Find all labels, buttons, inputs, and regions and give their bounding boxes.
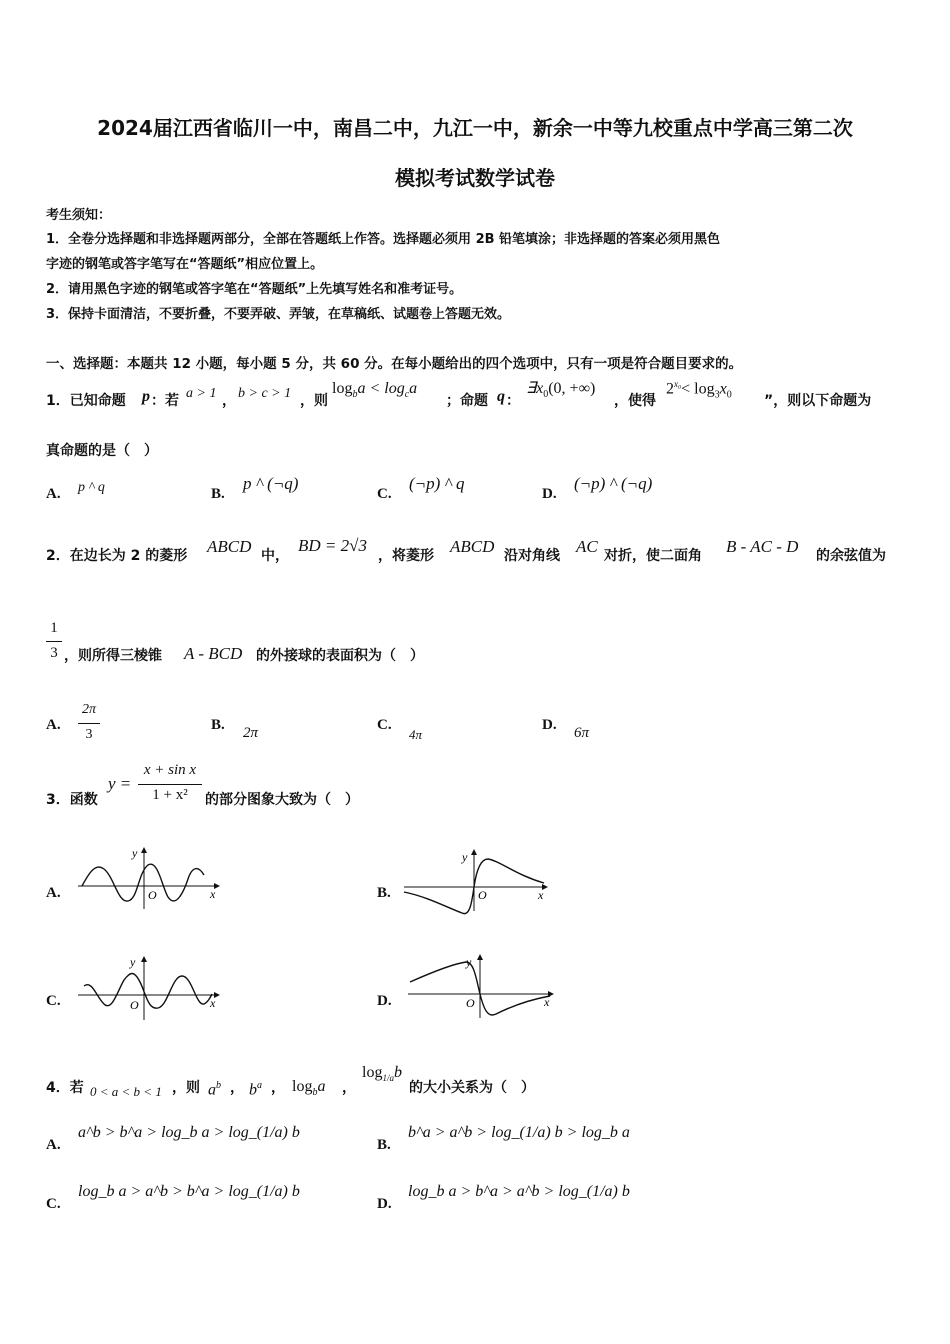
- q1-text-5: ；命题: [446, 393, 488, 409]
- page-title-line2: 模拟考试数学试卷: [395, 166, 555, 190]
- q3-graph-b[interactable]: [400, 845, 550, 917]
- q1-p: p: [142, 388, 150, 405]
- section-heading: 一、选择题：本题共 12 小题，每小题 5 分，共 60 分。在每小题给出的四个选项中，只有一项是符合题目要求的。: [46, 356, 743, 372]
- q2-frac-den: 3: [50, 645, 58, 661]
- q1-text-1: 1．已知命题: [46, 393, 126, 409]
- q3-option-a-label[interactable]: A.: [46, 885, 61, 901]
- q2-option-a-bar: [78, 723, 100, 724]
- notice-heading: 考生须知：: [46, 208, 112, 223]
- q4-text-2: ，则: [172, 1080, 200, 1096]
- q1-text-2: ：若: [151, 393, 179, 409]
- q3-graph-d[interactable]: [404, 950, 556, 1022]
- q1-option-d-value[interactable]: (¬p) ^ (¬q): [574, 474, 653, 493]
- q4-option-d-label[interactable]: D.: [377, 1196, 392, 1212]
- q2-abcd-1: ABCD: [207, 537, 252, 556]
- q2-option-a-num[interactable]: 2π: [81, 702, 96, 717]
- q1-text-7: ，使得: [614, 393, 656, 409]
- q3-num: x + sin x: [143, 762, 197, 778]
- q2-text-2: 中，: [261, 548, 289, 564]
- q2-abcd-2: ABCD: [450, 537, 495, 556]
- q1-text-4: ，则: [300, 393, 328, 409]
- q2-option-b-label[interactable]: B.: [211, 717, 225, 733]
- q3-den: 1 + x²: [152, 787, 188, 803]
- q4-option-c-label[interactable]: C.: [46, 1196, 61, 1212]
- q1-line2: 真命题的是（ ）: [46, 443, 158, 459]
- q2-option-c-value[interactable]: 4π: [409, 727, 423, 742]
- notice-item-2: 2．请用黑色字迹的钢笔或答字笔在“答题纸”上先填写姓名和准考证号。: [46, 282, 463, 297]
- q3-text-1: 3．函数: [46, 792, 98, 808]
- q3-graph-a-x-label: x: [210, 887, 216, 901]
- q1-text-8: ”，则以下命题为: [764, 393, 872, 409]
- notice-item-1b: 字迹的钢笔或答字笔写在“答题纸”相应位置上。: [46, 257, 324, 272]
- q2-text-4: 沿对角线: [504, 548, 560, 564]
- q3-graph-d-x-label: x: [544, 995, 550, 1009]
- q4-text-1: 4．若: [46, 1080, 84, 1096]
- q4-log-inv-a-b: $\log_{1/a}b$: [362, 1064, 402, 1084]
- q2-text-6: 的余弦值为: [816, 548, 886, 564]
- q4-option-a-value[interactable]: a^b > b^a > log_b a > log_(1/a) b: [78, 1124, 300, 1141]
- q3-y: y =: [108, 774, 132, 793]
- q2-frac-bar: [46, 641, 62, 642]
- q4-text-3: 的大小关系为（ ）: [409, 1080, 535, 1096]
- q3-graph-a[interactable]: [72, 843, 222, 915]
- q4-b-pow-a: $b^a$: [249, 1080, 262, 1099]
- q1-option-a-label[interactable]: A.: [46, 486, 61, 502]
- q2-option-d-value[interactable]: 6π: [574, 725, 590, 741]
- q3-option-d-label[interactable]: D.: [377, 993, 392, 1009]
- q4-log-b-a: $\log_ba$: [292, 1078, 326, 1099]
- q4-option-b-value[interactable]: b^a > a^b > log_(1/a) b > log_b a: [408, 1124, 630, 1141]
- q1-option-c-value[interactable]: (¬p) ^ q: [409, 474, 465, 493]
- q3-graph-c-y-label: y: [130, 955, 136, 969]
- q2-option-a-den[interactable]: 3: [85, 727, 93, 742]
- q3-graph-c-x-label: x: [210, 996, 216, 1010]
- q2-tetra: A - BCD: [184, 644, 243, 663]
- q3-option-c-label[interactable]: C.: [46, 993, 61, 1009]
- q4-option-a-label[interactable]: A.: [46, 1137, 61, 1153]
- q1-option-b-value[interactable]: p ^ (¬q): [243, 474, 299, 493]
- q3-graph-b-y-label: y: [462, 850, 468, 864]
- q1-text-3: ，: [222, 393, 236, 409]
- q3-graph-d-y-label: y: [466, 955, 472, 969]
- q4-condition: 0 < a < b < 1: [90, 1084, 162, 1099]
- q4-option-b-label[interactable]: B.: [377, 1137, 391, 1153]
- q3-graph-b-x-label: x: [538, 888, 544, 902]
- q1-exists-expr: $\exists x_0(0$, +∞): [526, 380, 596, 401]
- q2-text-1: 2．在边长为 2 的菱形: [46, 548, 188, 564]
- q2-option-a-label[interactable]: A.: [46, 717, 61, 733]
- notice-item-1a: 1．全卷分选择题和非选择题两部分，全部在答题纸上作答。选择题必须用 2B 铅笔填涂；非选择题的答案必须用黑色: [46, 232, 721, 247]
- q2-option-b-value[interactable]: 2π: [243, 725, 259, 741]
- q1-text-6: ：: [506, 393, 520, 409]
- q2-text-5: 对折，使二面角: [604, 548, 702, 564]
- q1-option-b-label[interactable]: B.: [211, 486, 225, 502]
- q1-ineq-expr: $2^{x_0}< \log_3x_0$: [666, 379, 732, 401]
- q1-option-c-label[interactable]: C.: [377, 486, 392, 502]
- q4-sep-1: ，: [230, 1080, 244, 1096]
- q2-frac-num: 1: [50, 620, 58, 636]
- q2-dihedral: B - AC - D: [726, 537, 799, 556]
- page-title-line1: 2024届江西省临川一中，南昌二中，九江一中，新余一中等九校重点中学高三第二次: [97, 116, 853, 140]
- q3-frac-bar: [138, 784, 202, 785]
- q2-option-d-label[interactable]: D.: [542, 717, 557, 733]
- q3-graph-b-origin-label: O: [478, 888, 487, 902]
- q1-cond-a: a > 1: [186, 386, 217, 401]
- q2-text-8: 的外接球的表面积为（ ）: [256, 648, 424, 664]
- q2-option-c-label[interactable]: C.: [377, 717, 392, 733]
- q1-option-d-label[interactable]: D.: [542, 486, 557, 502]
- notice-item-3: 3．保持卡面清洁，不要折叠，不要弄破、弄皱，在草稿纸、试题卷上答题无效。: [46, 307, 511, 322]
- q2-text-7: ，则所得三棱锥: [64, 648, 162, 664]
- q4-option-c-value[interactable]: log_b a > a^b > b^a > log_(1/a) b: [78, 1183, 300, 1200]
- q2-ac: AC: [576, 537, 598, 556]
- q1-log-expr: $\log_ba < \log_ca$: [332, 380, 418, 401]
- q4-sep-2: ，: [271, 1080, 285, 1096]
- q4-a-pow-b: $a^b$: [208, 1080, 221, 1099]
- q3-graph-c[interactable]: [72, 952, 222, 1024]
- q1-cond-bc: b > c > 1: [238, 386, 292, 401]
- q2-bd: BD = 2√3: [298, 536, 367, 555]
- q3-graph-c-origin-label: O: [130, 998, 139, 1012]
- q3-option-b-label[interactable]: B.: [377, 885, 391, 901]
- q4-sep-3: ，: [342, 1080, 356, 1096]
- q4-option-d-value[interactable]: log_b a > b^a > a^b > log_(1/a) b: [408, 1183, 630, 1200]
- q1-option-a-value[interactable]: p ^ q: [78, 480, 105, 495]
- q3-text-2: 的部分图象大致为（ ）: [205, 792, 359, 808]
- q1-q: q: [497, 388, 505, 405]
- q2-text-3: ，将菱形: [378, 548, 434, 564]
- q3-graph-a-origin-label: O: [148, 888, 157, 902]
- q3-graph-a-y-label: y: [132, 846, 138, 860]
- q3-graph-d-origin-label: O: [466, 996, 475, 1010]
